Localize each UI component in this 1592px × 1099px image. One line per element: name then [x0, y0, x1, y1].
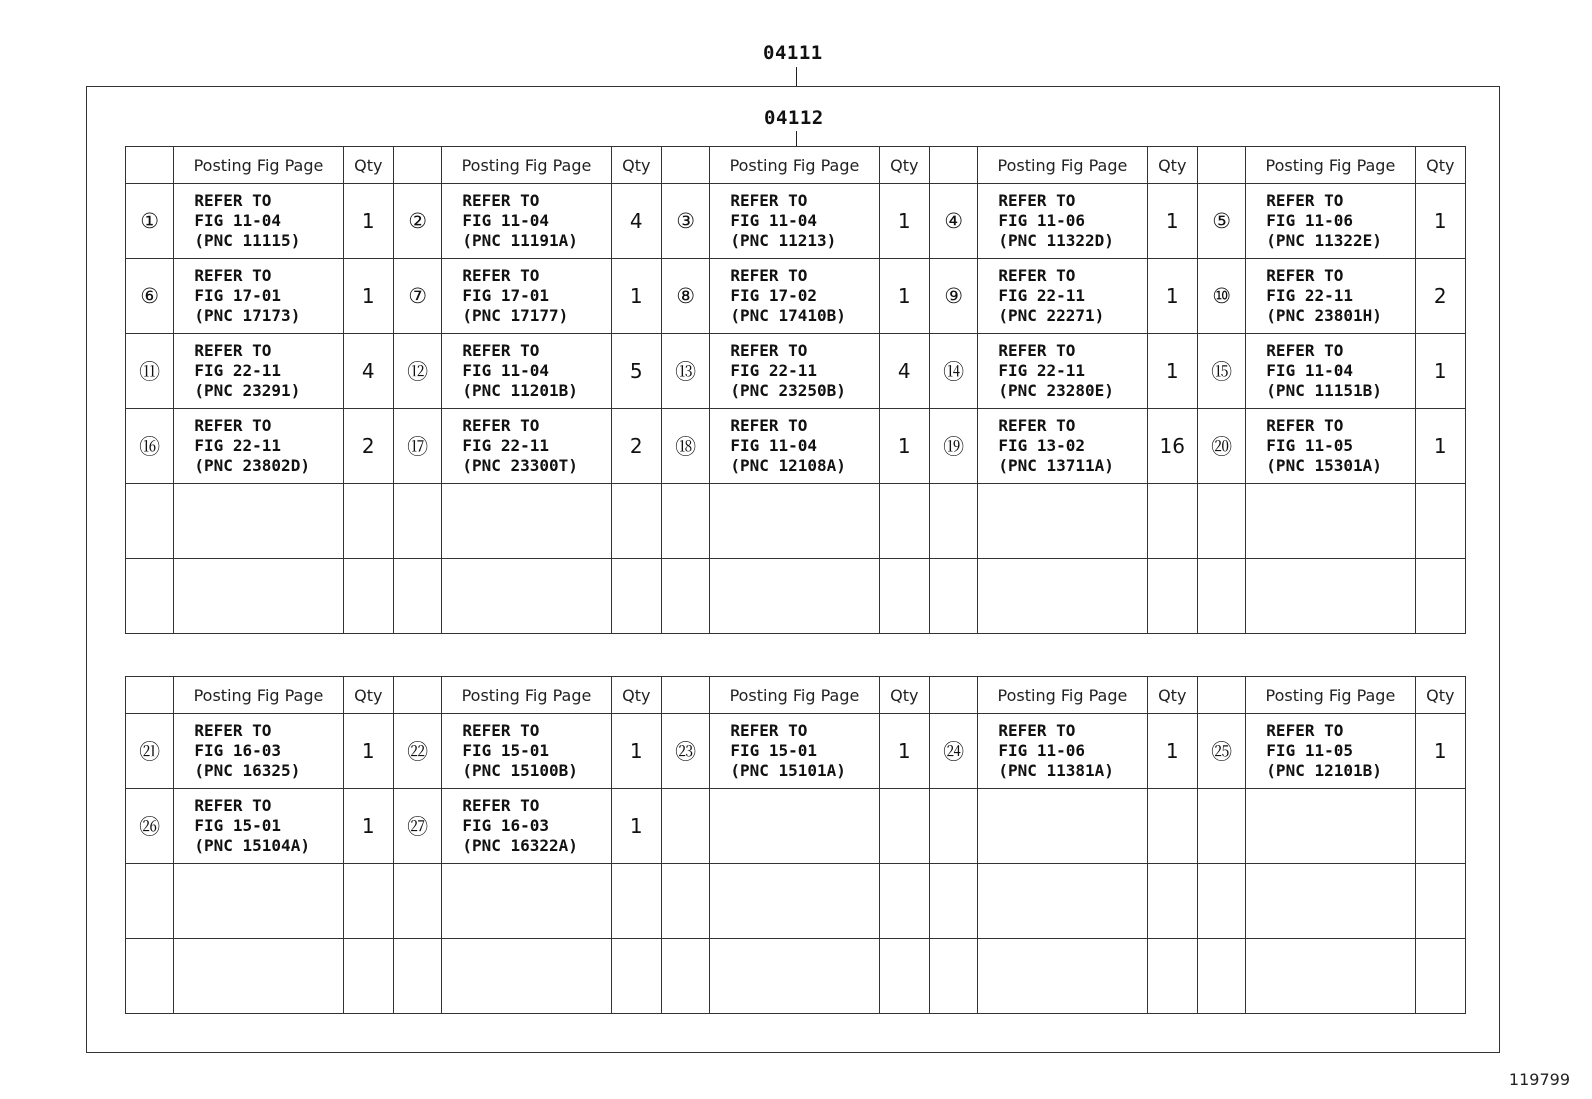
illustration-id: 119799 [1508, 1070, 1570, 1089]
quantity [1415, 939, 1465, 1014]
reference-cell [1246, 939, 1415, 1014]
reference-line2: FIG 15-01 [462, 741, 550, 760]
header-posting-fig-page: Posting Fig Page [1246, 677, 1415, 714]
reference-cell [442, 939, 611, 1014]
reference-cell [1246, 714, 1415, 789]
header-posting-fig-page: Posting Fig Page [442, 677, 611, 714]
table-row [126, 789, 1466, 864]
item-number: ⑪ [126, 334, 174, 409]
item-number: ⑭ [929, 334, 977, 409]
item-number: ⑨ [929, 259, 977, 334]
item-number: ⑫ [393, 334, 441, 409]
quantity: 1 [1147, 184, 1197, 259]
item-number [929, 484, 977, 559]
reference-cell [174, 184, 343, 259]
reference-line1: REFER TO [194, 191, 272, 210]
quantity [611, 864, 661, 939]
reference-cell [710, 259, 879, 334]
reference-line2: FIG 11-04 [194, 211, 282, 230]
quantity [611, 559, 661, 634]
reference-line3: (PNC 11322D) [998, 231, 1114, 250]
header-num-cell [393, 677, 441, 714]
reference-line1: REFER TO [730, 266, 808, 285]
reference-cell [978, 714, 1147, 789]
header-num-cell [661, 147, 709, 184]
reference-line2: FIG 11-04 [730, 211, 818, 230]
reference-line2: FIG 22-11 [194, 436, 282, 455]
reference-cell [1246, 484, 1415, 559]
reference-cell [978, 184, 1147, 259]
reference-line2: FIG 11-04 [462, 211, 550, 230]
item-number [393, 864, 441, 939]
reference-cell [174, 259, 343, 334]
quantity: 1 [1415, 714, 1465, 789]
item-number [661, 484, 709, 559]
reference-cell [1246, 259, 1415, 334]
reference-line2: FIG 11-04 [462, 361, 550, 380]
item-number: ㉔ [929, 714, 977, 789]
reference-line1: REFER TO [194, 266, 272, 285]
item-number [1197, 939, 1245, 1014]
item-number [1197, 484, 1245, 559]
reference-cell [978, 789, 1147, 864]
quantity: 1 [343, 714, 393, 789]
reference-line1: REFER TO [194, 416, 272, 435]
quantity [1147, 864, 1197, 939]
header-num-cell [661, 677, 709, 714]
reference-line1: REFER TO [1266, 721, 1344, 740]
quantity [1415, 789, 1465, 864]
reference-cell [1246, 864, 1415, 939]
item-number [929, 789, 977, 864]
leader-line-04112 [796, 131, 797, 146]
quantity [343, 864, 393, 939]
header-posting-fig-page: Posting Fig Page [978, 147, 1147, 184]
quantity [1147, 789, 1197, 864]
header-posting-fig-page: Posting Fig Page [710, 147, 879, 184]
item-number: ⑯ [126, 409, 174, 484]
quantity [1147, 484, 1197, 559]
reference-line2: FIG 22-11 [730, 361, 818, 380]
item-number [929, 559, 977, 634]
reference-line2: FIG 11-06 [998, 211, 1086, 230]
reference-line2: FIG 15-01 [730, 741, 818, 760]
reference-cell [442, 714, 611, 789]
reference-line3: (PNC 23280E) [998, 381, 1114, 400]
item-number [661, 864, 709, 939]
reference-cell [710, 714, 879, 789]
reference-cell [442, 259, 611, 334]
reference-line3: (PNC 22271) [998, 306, 1105, 325]
header-num-cell [126, 677, 174, 714]
quantity: 5 [611, 334, 661, 409]
reference-line2: FIG 11-05 [1266, 436, 1353, 455]
item-number [1197, 559, 1245, 634]
reference-cell [978, 559, 1147, 634]
quantity [879, 484, 929, 559]
item-number [661, 939, 709, 1014]
reference-cell [978, 259, 1147, 334]
reference-cell [710, 789, 879, 864]
header-num-cell [1197, 677, 1245, 714]
header-qty: Qty [343, 147, 393, 184]
item-number: ⑮ [1197, 334, 1245, 409]
reference-cell [174, 409, 343, 484]
item-number: ④ [929, 184, 977, 259]
quantity: 1 [879, 259, 929, 334]
leader-line-04111 [796, 67, 797, 86]
item-number: ⑳ [1197, 409, 1245, 484]
reference-line1: REFER TO [998, 721, 1076, 740]
reference-cell [978, 484, 1147, 559]
reference-line1: REFER TO [194, 796, 272, 815]
quantity: 2 [1415, 259, 1465, 334]
header-posting-fig-page: Posting Fig Page [1246, 147, 1415, 184]
reference-line3: (PNC 11191A) [462, 231, 578, 250]
quantity: 4 [879, 334, 929, 409]
item-number: ⑱ [661, 409, 709, 484]
quantity: 1 [611, 714, 661, 789]
quantity: 16 [1147, 409, 1197, 484]
reference-table-1 [125, 146, 1466, 634]
reference-line3: (PNC 16325) [194, 761, 301, 780]
reference-line1: REFER TO [730, 191, 808, 210]
reference-line2: FIG 15-01 [194, 816, 282, 835]
item-number: ⑩ [1197, 259, 1245, 334]
item-number [929, 939, 977, 1014]
reference-line3: (PNC 23250B) [730, 381, 846, 400]
reference-table-2 [125, 676, 1466, 1014]
quantity [343, 939, 393, 1014]
reference-cell [174, 484, 343, 559]
reference-cell [978, 334, 1147, 409]
item-number: ㉒ [393, 714, 441, 789]
item-number: ⑲ [929, 409, 977, 484]
quantity: 1 [343, 789, 393, 864]
reference-line1: REFER TO [998, 266, 1076, 285]
quantity: 1 [879, 409, 929, 484]
table-row [126, 334, 1466, 409]
item-number: ③ [661, 184, 709, 259]
quantity [879, 939, 929, 1014]
quantity [1415, 484, 1465, 559]
callout-04112: 04112 [764, 107, 824, 129]
item-number: ① [126, 184, 174, 259]
reference-line3: (PNC 23300T) [462, 456, 578, 475]
reference-cell [710, 939, 879, 1014]
reference-line1: REFER TO [462, 416, 540, 435]
item-number [126, 939, 174, 1014]
callout-04111: 04111 [763, 42, 823, 64]
table-row [126, 864, 1466, 939]
item-number [661, 789, 709, 864]
quantity [1147, 939, 1197, 1014]
item-number [393, 484, 441, 559]
item-number [1197, 864, 1245, 939]
item-number: ⑦ [393, 259, 441, 334]
item-number: ㉓ [661, 714, 709, 789]
reference-cell [174, 864, 343, 939]
reference-line3: (PNC 12101B) [1266, 761, 1382, 780]
reference-line1: REFER TO [462, 341, 540, 360]
reference-line1: REFER TO [998, 341, 1076, 360]
reference-line3: (PNC 15104A) [194, 836, 310, 855]
reference-cell [442, 184, 611, 259]
item-number [1197, 789, 1245, 864]
reference-line2: FIG 17-02 [730, 286, 818, 305]
reference-line1: REFER TO [194, 721, 272, 740]
header-qty: Qty [1147, 147, 1197, 184]
quantity: 1 [343, 259, 393, 334]
table-row [126, 484, 1466, 559]
reference-cell [1246, 559, 1415, 634]
reference-line1: REFER TO [730, 416, 808, 435]
header-qty: Qty [611, 147, 661, 184]
reference-cell [978, 939, 1147, 1014]
header-posting-fig-page: Posting Fig Page [174, 147, 343, 184]
quantity: 1 [343, 184, 393, 259]
quantity: 1 [1415, 184, 1465, 259]
header-qty: Qty [1147, 677, 1197, 714]
reference-cell [442, 789, 611, 864]
quantity: 2 [611, 409, 661, 484]
quantity [879, 864, 929, 939]
header-posting-fig-page: Posting Fig Page [978, 677, 1147, 714]
item-number: ㉗ [393, 789, 441, 864]
header-qty: Qty [879, 677, 929, 714]
reference-line1: REFER TO [1266, 191, 1344, 210]
header-qty: Qty [611, 677, 661, 714]
reference-line3: (PNC 15100B) [462, 761, 578, 780]
header-num-cell [929, 677, 977, 714]
reference-cell [442, 484, 611, 559]
reference-cell [710, 184, 879, 259]
reference-cell [442, 334, 611, 409]
header-num-cell [929, 147, 977, 184]
reference-cell [174, 939, 343, 1014]
reference-line1: REFER TO [462, 191, 540, 210]
reference-line2: FIG 11-06 [1266, 211, 1353, 230]
table-row [126, 559, 1466, 634]
reference-line3: (PNC 17177) [462, 306, 569, 325]
reference-line3: (PNC 11201B) [462, 381, 578, 400]
item-number [126, 559, 174, 634]
item-number: ㉑ [126, 714, 174, 789]
quantity: 1 [1147, 714, 1197, 789]
quantity [611, 484, 661, 559]
item-number [126, 864, 174, 939]
table-row [126, 939, 1466, 1014]
reference-line2: FIG 22-11 [998, 286, 1086, 305]
item-number: ⑥ [126, 259, 174, 334]
reference-cell [978, 864, 1147, 939]
header-qty: Qty [879, 147, 929, 184]
item-number [393, 559, 441, 634]
reference-line2: FIG 22-11 [1266, 286, 1353, 305]
item-number: ㉕ [1197, 714, 1245, 789]
quantity [1415, 864, 1465, 939]
reference-line3: (PNC 23801H) [1266, 306, 1382, 325]
quantity [343, 559, 393, 634]
item-number: ⑰ [393, 409, 441, 484]
reference-cell [174, 334, 343, 409]
reference-line1: REFER TO [462, 721, 540, 740]
item-number: ⑬ [661, 334, 709, 409]
reference-line1: REFER TO [194, 341, 272, 360]
item-number: ㉖ [126, 789, 174, 864]
item-number: ⑧ [661, 259, 709, 334]
header-posting-fig-page: Posting Fig Page [442, 147, 611, 184]
reference-line3: (PNC 15301A) [1266, 456, 1382, 475]
item-number [393, 939, 441, 1014]
table-row [126, 184, 1466, 259]
header-qty: Qty [1415, 147, 1465, 184]
reference-line3: (PNC 13711A) [998, 456, 1114, 475]
table-row [126, 409, 1466, 484]
header-qty: Qty [343, 677, 393, 714]
reference-line1: REFER TO [1266, 266, 1344, 285]
reference-line1: REFER TO [1266, 416, 1344, 435]
item-number [126, 484, 174, 559]
reference-cell [1246, 409, 1415, 484]
item-number [661, 559, 709, 634]
table-row [126, 259, 1466, 334]
reference-line1: REFER TO [1266, 341, 1344, 360]
quantity: 1 [611, 789, 661, 864]
reference-line1: REFER TO [462, 266, 540, 285]
quantity [1147, 559, 1197, 634]
quantity: 1 [1415, 334, 1465, 409]
header-qty: Qty [1415, 677, 1465, 714]
item-number: ⑤ [1197, 184, 1245, 259]
reference-cell [710, 559, 879, 634]
reference-line3: (PNC 11151B) [1266, 381, 1382, 400]
quantity [611, 939, 661, 1014]
header-row [126, 147, 1466, 184]
reference-line1: REFER TO [998, 416, 1076, 435]
quantity [879, 559, 929, 634]
quantity: 1 [1415, 409, 1465, 484]
reference-cell [442, 559, 611, 634]
reference-cell [174, 789, 343, 864]
reference-line2: FIG 13-02 [998, 436, 1086, 455]
reference-cell [174, 714, 343, 789]
reference-line3: (PNC 23802D) [194, 456, 310, 475]
reference-cell [710, 484, 879, 559]
quantity: 1 [879, 184, 929, 259]
header-num-cell [393, 147, 441, 184]
reference-line1: REFER TO [462, 796, 540, 815]
reference-line2: FIG 22-11 [194, 361, 282, 380]
reference-cell [1246, 334, 1415, 409]
reference-line2: FIG 22-11 [462, 436, 550, 455]
reference-line2: FIG 17-01 [462, 286, 550, 305]
reference-line2: FIG 16-03 [194, 741, 282, 760]
quantity [1415, 559, 1465, 634]
quantity: 2 [343, 409, 393, 484]
reference-cell [1246, 184, 1415, 259]
reference-line3: (PNC 11322E) [1266, 231, 1382, 250]
item-number [929, 864, 977, 939]
quantity: 1 [1147, 334, 1197, 409]
quantity: 4 [611, 184, 661, 259]
reference-cell [710, 334, 879, 409]
reference-line3: (PNC 15101A) [730, 761, 846, 780]
reference-line3: (PNC 11213) [730, 231, 837, 250]
reference-cell [442, 409, 611, 484]
reference-line2: FIG 17-01 [194, 286, 282, 305]
header-posting-fig-page: Posting Fig Page [174, 677, 343, 714]
reference-line3: (PNC 23291) [194, 381, 301, 400]
reference-line3: (PNC 16322A) [462, 836, 578, 855]
reference-cell [710, 409, 879, 484]
reference-line2: FIG 11-04 [1266, 361, 1353, 380]
reference-line3: (PNC 11381A) [998, 761, 1114, 780]
reference-cell [710, 864, 879, 939]
item-number: ② [393, 184, 441, 259]
quantity [343, 484, 393, 559]
quantity: 1 [879, 714, 929, 789]
quantity: 1 [1147, 259, 1197, 334]
header-num-cell [126, 147, 174, 184]
reference-line1: REFER TO [730, 721, 808, 740]
reference-cell [174, 559, 343, 634]
reference-line3: (PNC 17173) [194, 306, 301, 325]
reference-line3: (PNC 17410B) [730, 306, 846, 325]
table-row [126, 714, 1466, 789]
header-row [126, 677, 1466, 714]
header-posting-fig-page: Posting Fig Page [710, 677, 879, 714]
quantity: 1 [611, 259, 661, 334]
reference-line1: REFER TO [998, 191, 1076, 210]
reference-cell [442, 864, 611, 939]
quantity: 4 [343, 334, 393, 409]
reference-line2: FIG 22-11 [998, 361, 1086, 380]
reference-line2: FIG 11-04 [730, 436, 818, 455]
reference-cell [1246, 789, 1415, 864]
reference-line1: REFER TO [730, 341, 808, 360]
reference-line2: FIG 11-06 [998, 741, 1086, 760]
reference-line3: (PNC 12108A) [730, 456, 846, 475]
reference-cell [978, 409, 1147, 484]
reference-line2: FIG 11-05 [1266, 741, 1353, 760]
header-num-cell [1197, 147, 1245, 184]
quantity [879, 789, 929, 864]
reference-line2: FIG 16-03 [462, 816, 550, 835]
reference-line3: (PNC 11115) [194, 231, 301, 250]
